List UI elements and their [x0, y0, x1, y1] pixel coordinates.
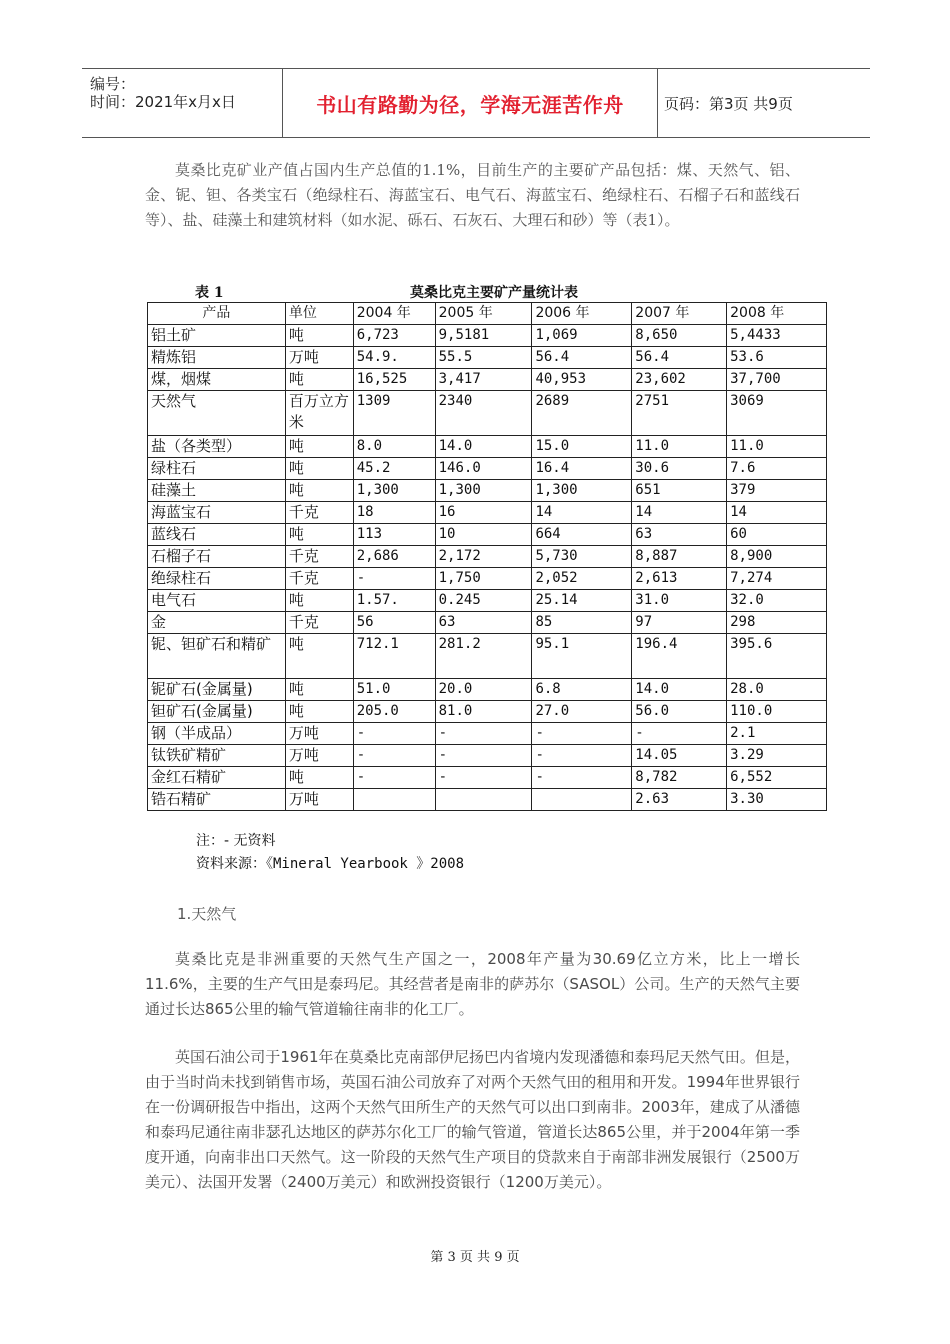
page-header — [82, 68, 870, 138]
value-cell: 395.6 — [727, 634, 827, 679]
value-cell: 2340 — [435, 391, 532, 436]
value-cell: 97 — [632, 612, 727, 634]
value-cell: 2.1 — [727, 723, 827, 745]
intro-paragraph-block — [145, 158, 800, 233]
intro-paragraph: 莫桑比克矿业产值占国内生产总值的1.1%，目前生产的主要矿产品包括：煤、天然气、铝、金、铌、钽、各类宝石（绝绿柱石、海蓝宝石、电气石、海蓝宝石、绝绿柱石、石榴子石和蓝线石等）、盐、硅藻土和建筑材料（如水泥、砾石、石灰石、大理石和砂）等（表1）。 — [145, 161, 800, 229]
table-row — [148, 480, 827, 502]
value-cell: 3.29 — [727, 745, 827, 767]
value-cell: 1,069 — [532, 325, 632, 347]
value-cell: 1309 — [353, 391, 435, 436]
value-cell: 205.0 — [353, 701, 435, 723]
value-cell: - — [532, 745, 632, 767]
value-cell: 45.2 — [353, 458, 435, 480]
value-cell: 16,525 — [353, 369, 435, 391]
table-header-cell: 2005 年 — [435, 303, 532, 325]
value-cell: 6,552 — [727, 767, 827, 789]
unit-cell: 吨 — [285, 524, 353, 546]
table-row — [148, 502, 827, 524]
header-meta — [82, 69, 283, 137]
value-cell: 8,782 — [632, 767, 727, 789]
unit-cell: 万吨 — [285, 789, 353, 811]
value-cell: 113 — [353, 524, 435, 546]
header-page-number: 页码：第3页 共9页 — [664, 94, 793, 113]
table-row — [148, 767, 827, 789]
value-cell: 28.0 — [727, 679, 827, 701]
table-header-cell: 单位 — [285, 303, 353, 325]
value-cell: 7,274 — [727, 568, 827, 590]
table-row — [148, 789, 827, 811]
value-cell: - — [435, 723, 532, 745]
value-cell: 56.4 — [632, 347, 727, 369]
value-cell: 27.0 — [532, 701, 632, 723]
table-row — [148, 745, 827, 767]
product-cell: 海蓝宝石 — [148, 502, 286, 524]
unit-cell: 万吨 — [285, 723, 353, 745]
value-cell: 37,700 — [727, 369, 827, 391]
paragraph-2-block — [145, 947, 800, 1022]
value-cell: 14 — [727, 502, 827, 524]
value-cell: 2,613 — [632, 568, 727, 590]
product-cell: 蓝线石 — [148, 524, 286, 546]
product-cell: 精炼铝 — [148, 347, 286, 369]
value-cell: 11.0 — [727, 436, 827, 458]
value-cell: 8,887 — [632, 546, 727, 568]
value-cell: - — [632, 723, 727, 745]
value-cell: 51.0 — [353, 679, 435, 701]
table-header-row — [148, 303, 827, 325]
value-cell: 31.0 — [632, 590, 727, 612]
value-cell: 1,300 — [353, 480, 435, 502]
table-row — [148, 458, 827, 480]
table-source: 资料来源：《Mineral Yearbook 》2008 — [196, 856, 465, 872]
table-note: 注：- 无资料 — [196, 833, 276, 849]
value-cell: 32.0 — [727, 590, 827, 612]
table-row — [148, 391, 827, 436]
value-cell: 3.30 — [727, 789, 827, 811]
unit-cell: 吨 — [285, 436, 353, 458]
value-cell: 10 — [435, 524, 532, 546]
value-cell — [532, 789, 632, 811]
value-cell: 7.6 — [727, 458, 827, 480]
value-cell: 20.0 — [435, 679, 532, 701]
value-cell: 16.4 — [532, 458, 632, 480]
page-footer: 第 3 页 共 9 页 — [430, 1250, 520, 1265]
minerals-production-table — [147, 302, 827, 811]
value-cell: 30.6 — [632, 458, 727, 480]
product-cell: 盐（各类型） — [148, 436, 286, 458]
value-cell: 63 — [435, 612, 532, 634]
value-cell: 5,730 — [532, 546, 632, 568]
unit-cell: 吨 — [285, 458, 353, 480]
value-cell: 8.0 — [353, 436, 435, 458]
value-cell: 18 — [353, 502, 435, 524]
product-cell: 铝土矿 — [148, 325, 286, 347]
value-cell: 14 — [632, 502, 727, 524]
product-cell: 钽矿石(金属量) — [148, 701, 286, 723]
value-cell: - — [353, 568, 435, 590]
value-cell: - — [353, 723, 435, 745]
value-cell — [353, 789, 435, 811]
value-cell: 40,953 — [532, 369, 632, 391]
value-cell: 53.6 — [727, 347, 827, 369]
paragraph-3-block — [145, 1045, 800, 1195]
value-cell: 110.0 — [727, 701, 827, 723]
value-cell: 6.8 — [532, 679, 632, 701]
value-cell: 3069 — [727, 391, 827, 436]
table-row — [148, 612, 827, 634]
value-cell: 85 — [532, 612, 632, 634]
product-cell: 绝绿柱石 — [148, 568, 286, 590]
product-cell: 天然气 — [148, 391, 286, 436]
value-cell: 1,300 — [532, 480, 632, 502]
value-cell: 14.0 — [632, 679, 727, 701]
value-cell: 1.57. — [353, 590, 435, 612]
unit-cell: 吨 — [285, 701, 353, 723]
table-title: 莫桑比克主要矿产量统计表 — [410, 285, 578, 301]
unit-cell: 百万立方米 — [285, 391, 353, 436]
value-cell: 16 — [435, 502, 532, 524]
value-cell: 8,900 — [727, 546, 827, 568]
value-cell: 281.2 — [435, 634, 532, 679]
value-cell: 95.1 — [532, 634, 632, 679]
unit-cell: 吨 — [285, 480, 353, 502]
value-cell: - — [353, 767, 435, 789]
paragraph-2: 莫桑比克是非洲重要的天然气生产国之一，2008年产量为30.69亿立方米，比上一增长11.6%，主要的生产气田是泰玛尼。其经营者是南非的萨苏尔（SASOL）公司。生产的天然气主要通过长达865公里的输气管道输往南非的化工厂。 — [145, 950, 800, 1018]
value-cell: 5,4433 — [727, 325, 827, 347]
document-code-label: 编号： — [90, 75, 136, 93]
table-row — [148, 369, 827, 391]
value-cell: 664 — [532, 524, 632, 546]
product-cell: 铌、钽矿石和精矿 — [148, 634, 286, 679]
product-cell: 锆石精矿 — [148, 789, 286, 811]
unit-cell: 吨 — [285, 634, 353, 679]
value-cell: 146.0 — [435, 458, 532, 480]
value-cell: 81.0 — [435, 701, 532, 723]
value-cell: 9,5181 — [435, 325, 532, 347]
table-row — [148, 436, 827, 458]
value-cell: 14 — [532, 502, 632, 524]
value-cell: 2689 — [532, 391, 632, 436]
value-cell: 651 — [632, 480, 727, 502]
value-cell: 14.0 — [435, 436, 532, 458]
unit-cell: 千克 — [285, 546, 353, 568]
table-header-cell: 产品 — [148, 303, 286, 325]
table-row — [148, 679, 827, 701]
value-cell: 2,052 — [532, 568, 632, 590]
value-cell: - — [435, 745, 532, 767]
unit-cell: 吨 — [285, 767, 353, 789]
value-cell: 56.0 — [632, 701, 727, 723]
value-cell: - — [353, 745, 435, 767]
value-cell: 379 — [727, 480, 827, 502]
value-cell: 15.0 — [532, 436, 632, 458]
table-header-cell: 2007 年 — [632, 303, 727, 325]
value-cell: 1,300 — [435, 480, 532, 502]
table-row — [148, 325, 827, 347]
table-row — [148, 524, 827, 546]
value-cell: 196.4 — [632, 634, 727, 679]
unit-cell: 吨 — [285, 369, 353, 391]
table-row — [148, 568, 827, 590]
value-cell: 14.05 — [632, 745, 727, 767]
product-cell: 金红石精矿 — [148, 767, 286, 789]
table-label: 表 1 — [195, 285, 224, 301]
value-cell: 298 — [727, 612, 827, 634]
product-cell: 电气石 — [148, 590, 286, 612]
value-cell: 2,686 — [353, 546, 435, 568]
table-row — [148, 723, 827, 745]
unit-cell: 万吨 — [285, 745, 353, 767]
document-date-label: 时间：2021年x月x日 — [90, 93, 236, 111]
value-cell — [435, 789, 532, 811]
unit-cell: 千克 — [285, 612, 353, 634]
unit-cell: 吨 — [285, 590, 353, 612]
value-cell: 1,750 — [435, 568, 532, 590]
unit-cell: 万吨 — [285, 347, 353, 369]
unit-cell: 吨 — [285, 679, 353, 701]
value-cell: 2751 — [632, 391, 727, 436]
value-cell: 2,172 — [435, 546, 532, 568]
product-cell: 绿柱石 — [148, 458, 286, 480]
product-cell: 铌矿石(金属量) — [148, 679, 286, 701]
value-cell: 8,650 — [632, 325, 727, 347]
value-cell: - — [532, 723, 632, 745]
table-header-cell: 2008 年 — [727, 303, 827, 325]
table-row — [148, 701, 827, 723]
table-row — [148, 590, 827, 612]
value-cell: - — [435, 767, 532, 789]
value-cell: 6,723 — [353, 325, 435, 347]
product-cell: 煤，烟煤 — [148, 369, 286, 391]
product-cell: 硅藻土 — [148, 480, 286, 502]
value-cell: 23,602 — [632, 369, 727, 391]
value-cell: 56 — [353, 612, 435, 634]
product-cell: 金 — [148, 612, 286, 634]
unit-cell: 千克 — [285, 502, 353, 524]
value-cell: 712.1 — [353, 634, 435, 679]
unit-cell: 千克 — [285, 568, 353, 590]
value-cell: - — [532, 767, 632, 789]
table-row — [148, 546, 827, 568]
value-cell: 55.5 — [435, 347, 532, 369]
value-cell: 54.9. — [353, 347, 435, 369]
value-cell: 56.4 — [532, 347, 632, 369]
table-row — [148, 347, 827, 369]
value-cell: 3,417 — [435, 369, 532, 391]
value-cell: 63 — [632, 524, 727, 546]
value-cell: 11.0 — [632, 436, 727, 458]
header-motto: 书山有路勤为径，学海无涯苦作舟 — [283, 69, 658, 137]
table-header-cell: 2004 年 — [353, 303, 435, 325]
product-cell: 钢（半成品） — [148, 723, 286, 745]
table-header-cell: 2006 年 — [532, 303, 632, 325]
unit-cell: 吨 — [285, 325, 353, 347]
paragraph-3: 英国石油公司于1961年在莫桑比克南部伊尼扬巴内省境内发现潘德和泰玛尼天然气田。但是，由于当时尚未找到销售市场，英国石油公司放弃了对两个天然气田的租用和开发。1994年世界银行在一份调研报告中指出，这两个天然气田所生产的天然气可以出口到南非。2003年，建成了从潘德和泰玛尼通往南非瑟孔达地区的萨苏尔化工厂的输气管道，管道长达865公里，并于2004年第一季度开通，向南非出口天然气。这一阶段的天然气生产项目的贷款来自于南部非洲发展银行（2500万美元）、法国开发署（2400万美元）和欧洲投资银行（1200万美元）。 — [145, 1048, 800, 1191]
value-cell: 60 — [727, 524, 827, 546]
product-cell: 石榴子石 — [148, 546, 286, 568]
value-cell: 0.245 — [435, 590, 532, 612]
product-cell: 钛铁矿精矿 — [148, 745, 286, 767]
value-cell: 25.14 — [532, 590, 632, 612]
value-cell: 2.63 — [632, 789, 727, 811]
table-row — [148, 634, 827, 679]
section-title: 1.天然气 — [177, 905, 237, 923]
